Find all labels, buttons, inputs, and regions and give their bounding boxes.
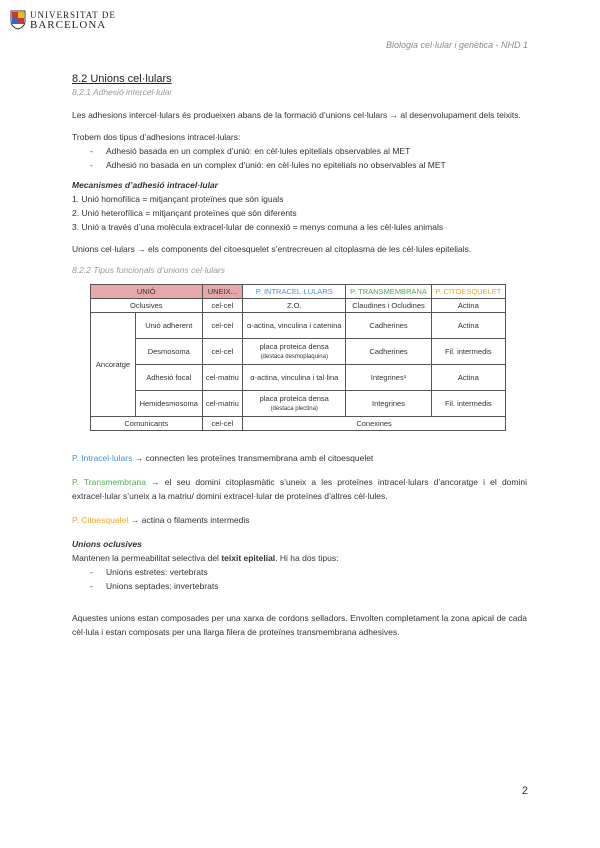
cell-note: (destaca plectina)	[270, 405, 318, 412]
oclusives-title: Unions oclusives	[72, 539, 142, 549]
cell: Integrines	[346, 391, 431, 417]
subsection-title-2: 8.2.2 Tipus funcionals d’unions cel·lulars	[72, 265, 226, 275]
def-intracel	[72, 451, 527, 465]
section-title: 8.2 Unions cel·lulars	[72, 73, 172, 85]
header-citoesquelet: P. CITOESQUELET	[431, 285, 505, 299]
cell: Unió adherent	[136, 313, 203, 339]
table-row	[91, 391, 506, 417]
def-intracel-text: → connecten les proteïnes transmembrana amb el citoesquelet	[132, 453, 374, 463]
table-header-row	[91, 285, 506, 299]
cell: Hemidesmosoma	[136, 391, 203, 417]
cell: cel-cel	[202, 299, 243, 313]
cell: α-actina, vinculina i tal·lina	[243, 365, 346, 391]
cell: Fil. intermedis	[431, 339, 505, 365]
paragraph-2: Trobem dos tipus d’adhesions intracel·lulars:	[72, 132, 241, 142]
def-citoesquelet	[72, 513, 527, 527]
header-transmembrana: P. TRANSMEMBRANA	[346, 285, 431, 299]
def-transmembrana	[72, 475, 527, 503]
table-row	[91, 417, 506, 431]
cell: Fil. intermedis	[431, 391, 505, 417]
cell	[243, 339, 346, 365]
def-trans-text: → el seu domini citoplasmàtic s’uneix a les proteïnes intracel·lulars d’ancoratge i el domini extracel·lular s’uneix a la matriu/ domini extracel·lular de proteïnes d’altres cèl·lules.	[72, 477, 527, 501]
adhesion-list	[72, 144, 527, 172]
list-item: - Adhesió no basada en un complex d’unió: en cèl·lules no epitelials no observables al MET	[72, 158, 527, 172]
cell-comunicants: Comunicants	[91, 417, 203, 431]
subsection-title-1: 8.2.1 Adhesió intercel·lular	[72, 87, 173, 97]
page-content	[72, 72, 527, 639]
cell: Integrines¹	[346, 365, 431, 391]
paragraph-1: Les adhesions intercel·lulars és produeixen abans de la formació d’unions cel·lulars → al desenvolupament dels teixits.	[72, 110, 521, 120]
mechanisms-title: Mecanismes d’adhesió intracel·lular	[72, 180, 218, 190]
header-uneix: UNEIX...	[202, 285, 243, 299]
table-row	[91, 313, 506, 339]
cell: cel-matriu	[202, 365, 243, 391]
paragraph-3: Unions cel·lulars → els components del citoesquelet s’entrecreuen al citoplasma de les cèl·lules epitelials.	[72, 244, 472, 254]
table-row	[91, 339, 506, 365]
cell: Desmosoma	[136, 339, 203, 365]
cell: Adhesió focal	[136, 365, 203, 391]
cell: Actina	[431, 299, 505, 313]
mechanism-item: 1. Unió homofílica = mitjançant proteïnes que són iguals	[72, 194, 284, 204]
oclusives-paragraph	[72, 551, 527, 565]
cell: cel-cel	[202, 313, 243, 339]
shield-icon	[10, 10, 26, 30]
cell: Claudines i Ocludines	[346, 299, 431, 313]
def-cito-label: P. Citoesquelet	[72, 515, 129, 525]
cell: Actina	[431, 365, 505, 391]
cell: cel-cel	[202, 339, 243, 365]
list-item: - Unions septades: invertebrats	[72, 579, 527, 593]
oclusives-list	[72, 565, 527, 593]
mechanism-item: 2. Unió heterofílica = mitjançant proteïnes que són diferents	[72, 208, 297, 218]
cell-note: (destaca desmoplaquina)	[260, 353, 328, 360]
table-row	[91, 299, 506, 313]
cell-oclusives: Oclusives	[91, 299, 203, 313]
cell: α-actina, vinculina i catenina	[243, 313, 346, 339]
oclusives-paragraph-2: Aquestes unions estan composades per una xarxa de cordons selladors. Envolten completament la zona apical de cada cèl·lula i estan composats per una llarga filera de proteïnes transmembrana adhesives.	[72, 613, 527, 637]
def-intracel-label: P. Intracel·lulars	[72, 453, 133, 463]
cell: Cadherines	[346, 313, 431, 339]
cell: cel-cel	[202, 417, 243, 431]
cell: Z.O.	[243, 299, 346, 313]
cell-text: placa proteica densa	[259, 341, 329, 351]
page-number: 2	[521, 785, 528, 797]
cell-ancoratge: Ancoratge	[91, 313, 136, 417]
text: Mantenen la permeabilitat selectiva del	[72, 553, 222, 563]
logo-line-2: BARCELONA	[30, 19, 107, 31]
cell: Actina	[431, 313, 505, 339]
def-trans-label: P. Transmembrana	[72, 477, 146, 487]
header-intracel: P. INTRACEL·LULARS	[243, 285, 346, 299]
cell: Conexines	[243, 417, 506, 431]
list-item: - Adhesió basada en un complex d’unió: en cèl·lules epitelials observables al MET	[72, 144, 527, 158]
cell: cel-matriu	[202, 391, 243, 417]
running-header: Biologia cel·lular i genètica - NHD 1	[385, 40, 528, 50]
list-item: - Unions estretes: vertebrats	[72, 565, 527, 579]
mechanism-item: 3. Unió a través d’una molècula extracel·lular de connexió = menys comuna a les cèl·lules animals	[72, 222, 444, 232]
table-row	[91, 365, 506, 391]
bold-text: teixit epitelial	[221, 553, 276, 563]
text: . Hi ha dos tipus:	[275, 553, 339, 563]
junctions-table	[90, 284, 506, 431]
logo-line-1: UNIVERSITAT DE	[30, 10, 116, 20]
cell: Cadherines	[346, 339, 431, 365]
cell-text: placa proteica densa	[259, 393, 329, 403]
university-logo	[10, 10, 116, 30]
def-cito-text: → actina o filaments intermedis	[128, 515, 250, 525]
header-unio: UNIÓ	[91, 285, 203, 299]
cell	[243, 391, 346, 417]
